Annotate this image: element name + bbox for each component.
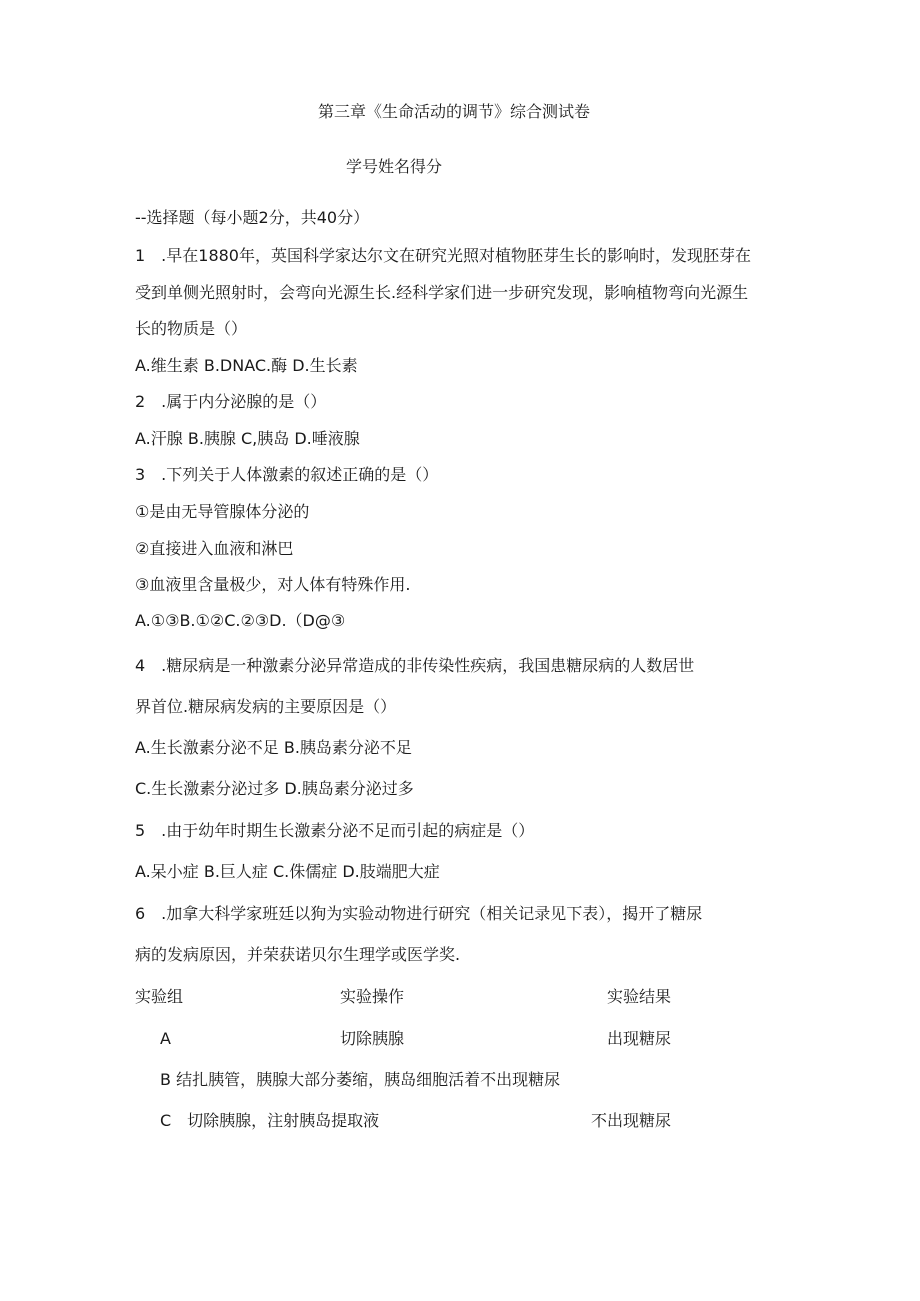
question-5-line-1: 5 .由于幼年时期生长激素分泌不足而引起的病症是（） — [135, 821, 535, 840]
question-6-line-1: 6 .加拿大科学家班廷以狗为实验动物进行研究（相关记录见下表），揭开了糖尿 — [135, 904, 703, 923]
table-row-c-operation: C 切除胰腺，注射胰岛提取液 — [160, 1111, 380, 1130]
question-3-line-1: 3 .下列关于人体激素的叙述正确的是（） — [135, 465, 439, 484]
table-header-group: 实验组 — [135, 987, 184, 1006]
table-header-operation: 实验操作 — [340, 987, 405, 1006]
table-row-a-group: A — [160, 1029, 171, 1048]
section-heading: --选择题（每小题2分，共40分） — [135, 208, 370, 227]
table-row-c-result: 不出现糖尿 — [591, 1111, 672, 1130]
question-1-line-2: 受到单侧光照射时，会弯向光源生长.经科学家们进一步研究发现，影响植物弯向光源生 — [135, 283, 749, 302]
question-1-options: A.维生素 B.DNAC.酶 D.生长素 — [135, 356, 358, 375]
question-2-line-1: 2 .属于内分泌腺的是（） — [135, 392, 327, 411]
page-title: 第三章《生命活动的调节》综合测试卷 — [318, 102, 591, 121]
question-3-statement-3: ③血液里含量极少，对人体有特殊作用. — [135, 575, 411, 594]
question-4-options-cd: C.生长激素分泌过多 D.胰岛素分泌过多 — [135, 779, 414, 798]
question-4-line-2: 界首位.糖尿病发病的主要原因是（） — [135, 697, 397, 716]
question-1-line-1: 1 .早在1880年，英国科学家达尔文在研究光照对植物胚芽生长的影响时，发现胚芽在 — [135, 246, 751, 265]
table-row-a-operation: 切除胰腺 — [340, 1029, 405, 1048]
question-2-options: A.汗腺 B.胰腺 C,胰岛 D.唾液腺 — [135, 429, 360, 448]
table-row-a-result: 出现糖尿 — [607, 1029, 672, 1048]
question-3-options: A.①③B.①②C.②③D.（D@③ — [135, 611, 346, 630]
question-4-options-ab: A.生长激素分泌不足 B.胰岛素分泌不足 — [135, 738, 412, 757]
question-4-line-1: 4 .糖尿病是一种激素分泌异常造成的非传染性疾病，我国患糖尿病的人数居世 — [135, 656, 695, 675]
table-row-b: B 结扎胰管，胰腺大部分萎缩，胰岛细胞活着不出现糖尿 — [160, 1070, 561, 1089]
header-fields: 学号姓名得分 — [346, 157, 443, 176]
question-3-statement-2: ②直接进入血液和淋巴 — [135, 539, 294, 558]
question-6-line-2: 病的发病原因，并荣获诺贝尔生理学或医学奖. — [135, 945, 461, 964]
question-1-line-3: 长的物质是（） — [135, 319, 248, 338]
table-header-result: 实验结果 — [607, 987, 672, 1006]
question-5-options: A.呆小症 B.巨人症 C.侏儒症 D.肢端肥大症 — [135, 862, 440, 881]
question-3-statement-1: ①是由无导管腺体分泌的 — [135, 502, 310, 521]
